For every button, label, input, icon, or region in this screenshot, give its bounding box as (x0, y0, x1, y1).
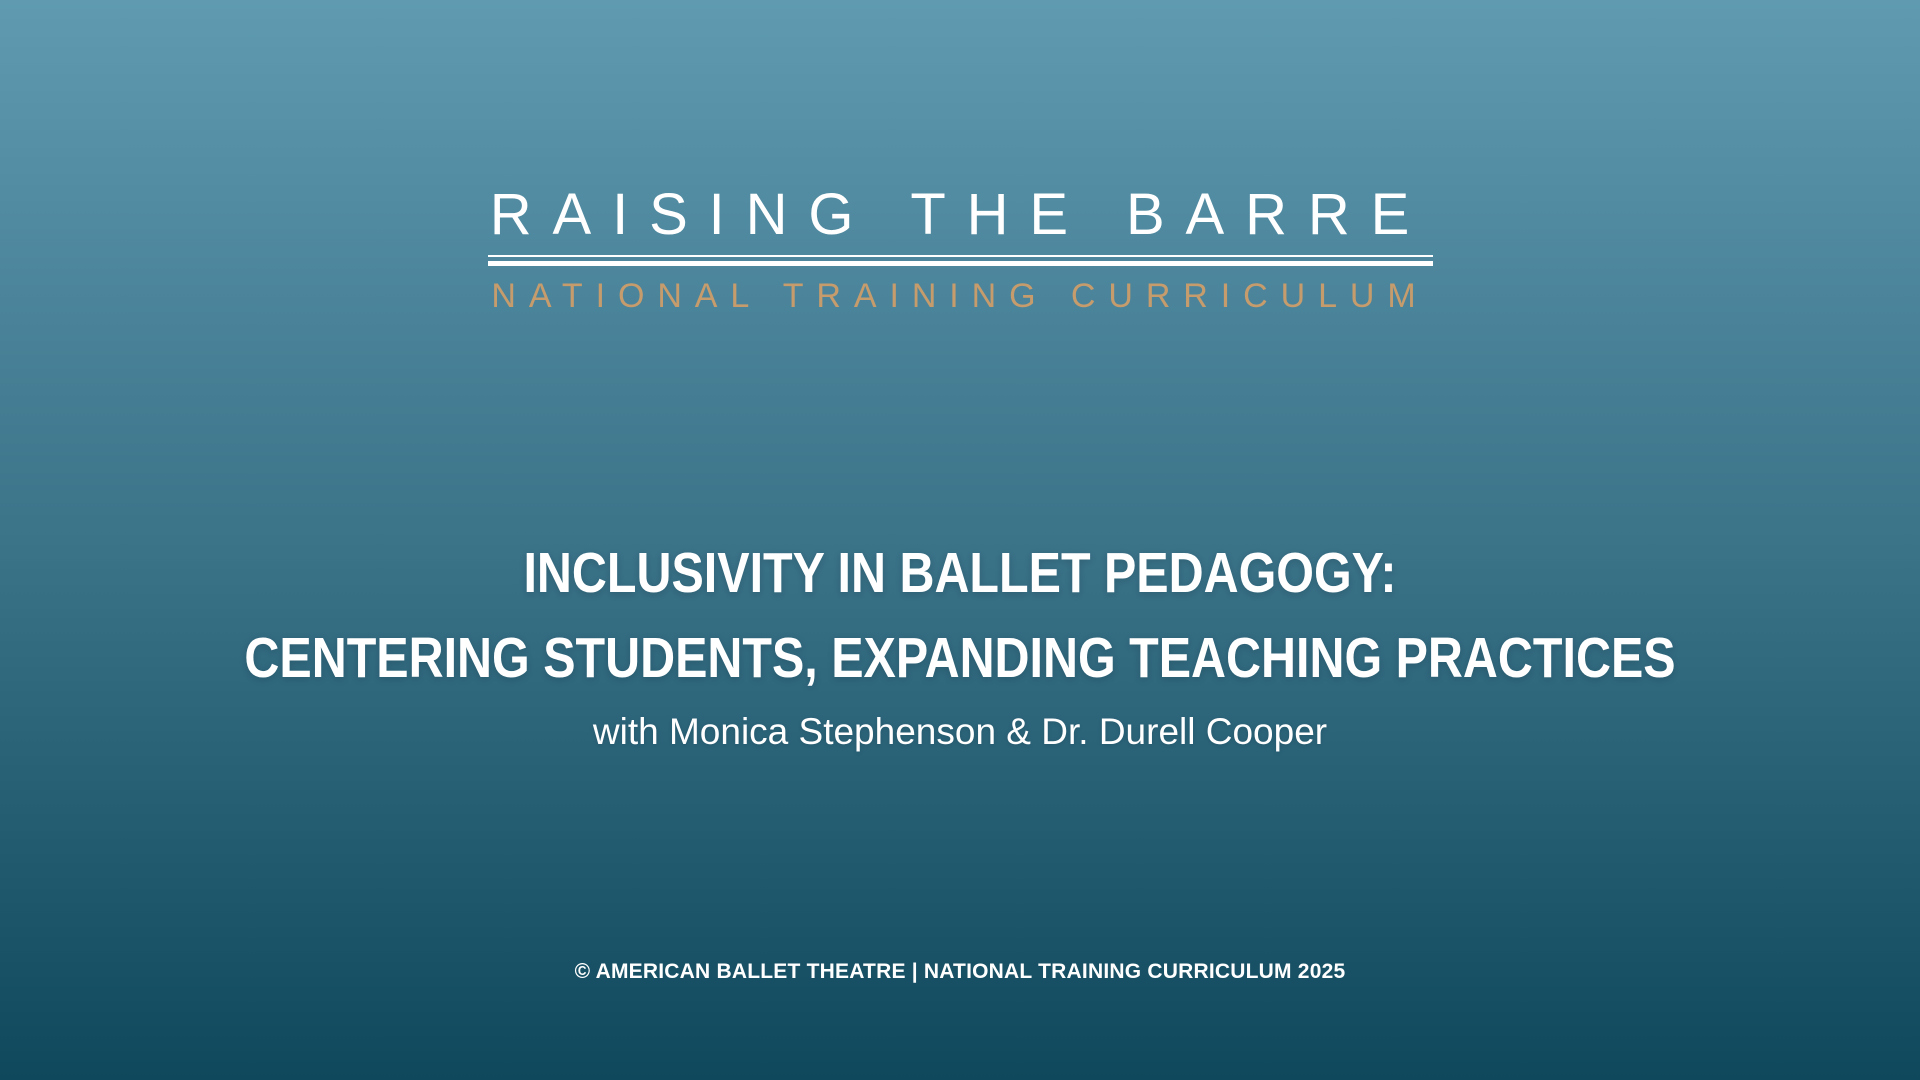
logo-wordmark: RAISING THE BARRE (489, 182, 1431, 247)
logo-underline (488, 255, 1433, 266)
logo-underline-thick (488, 261, 1433, 266)
presenters-byline: with Monica Stephenson & Dr. Durell Cooper (592, 711, 1328, 752)
logo-underline-thin (488, 255, 1433, 257)
logo-subtitle: NATIONAL TRAINING CURRICULUM (491, 277, 1429, 315)
session-title-block (0, 541, 1920, 752)
program-logo (0, 182, 1920, 315)
session-title-line1: INCLUSIVITY IN BALLET PEDAGOGY: (523, 541, 1397, 605)
session-title-line2: CENTERING STUDENTS, EXPANDING TEACHING PRACTICES (244, 626, 1676, 690)
copyright-footer: © AMERICAN BALLET THEATRE | NATIONAL TRAINING CURRICULUM 2025 (574, 960, 1346, 983)
